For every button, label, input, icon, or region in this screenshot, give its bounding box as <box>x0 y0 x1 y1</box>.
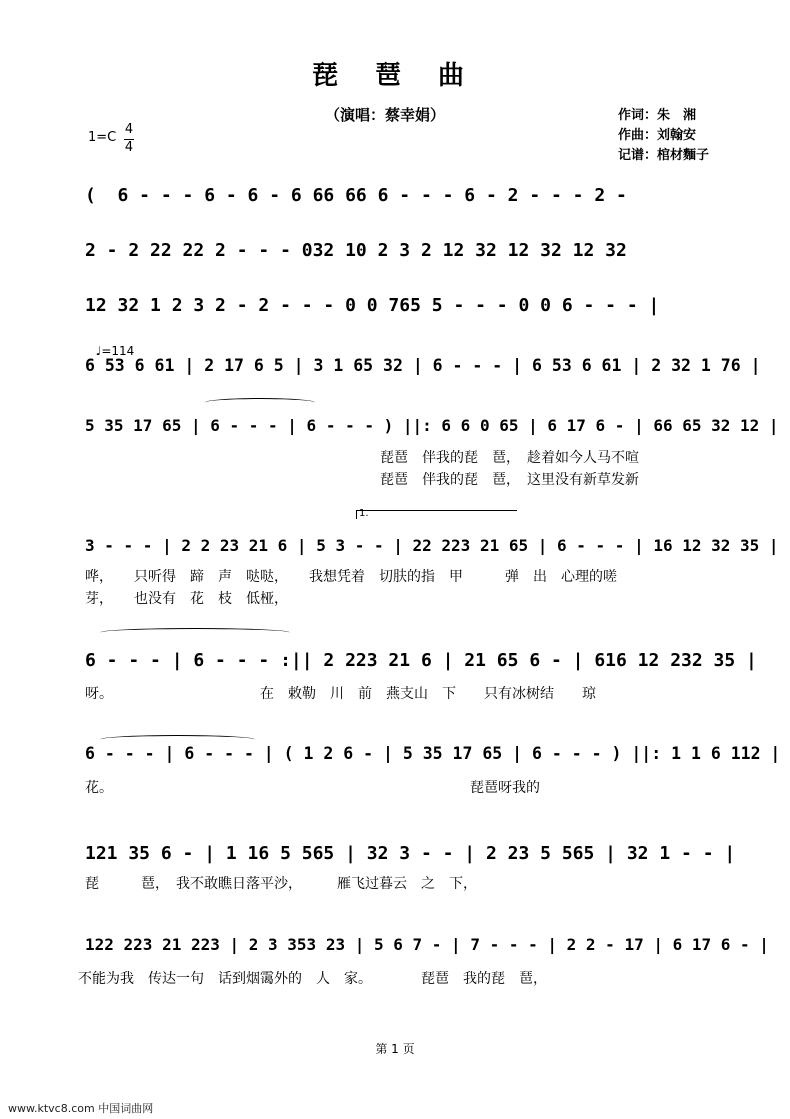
volta-label: 1. <box>359 508 369 519</box>
composer-credit: 作曲：刘翰安 <box>618 128 697 143</box>
tie-slur <box>100 735 255 744</box>
volta-bracket <box>356 510 517 519</box>
quarter-note-icon: ♩ <box>95 344 102 358</box>
tie-slur <box>205 398 315 407</box>
tempo-mark <box>88 330 134 358</box>
tie-slur <box>100 628 290 637</box>
notation-line-4: 6 53 6 61 | 2 17 6 5 | 3 1 65 32 | 6 - - - | 6 53 6 61 | 2 32 1 76 | <box>85 356 761 375</box>
notation-line-9: 121 35 6 - | 1 16 5 565 | 32 3 - - | 2 23 5 565 | 32 1 - - | <box>85 843 736 864</box>
time-signature-bottom: 4 <box>124 140 134 155</box>
performer-credit: （演唱：蔡幸娟） <box>325 106 446 124</box>
lyric-line-2: 琵琶 伴我的琵 琶， 这里没有新草发新 <box>380 472 639 488</box>
lyric-line-1: 琵琶 伴我的琵 琶， 趁着如今人马不喧 <box>380 450 639 466</box>
notation-line-8: 6 - - - | 6 - - - | ( 1 2 6 - | 5 35 17 65 | 6 - - - ) ||: 1 1 6 112 | <box>85 744 781 763</box>
lyric-line-7: 琵 琶， 我不敢瞧日落平沙， 雁飞过暮云 之 下， <box>85 876 477 892</box>
lyric-line-8: 不能为我 传达一句 话到烟霭外的 人 家。 琵琶 我的琵 琶， <box>78 971 547 987</box>
lyric-line-5: 呀。 在 敕勒 川 前 燕支山 下 只有冰树结 琼 <box>85 686 596 702</box>
transcriber-credit: 记谱：棺材麵子 <box>618 148 710 163</box>
tempo-value: =114 <box>101 344 135 358</box>
lyric-line-4: 芽， 也没有 花 枝 低桠， <box>85 591 288 607</box>
page-footer: 第 1 页 <box>375 1042 415 1056</box>
lyric-line-3: 哗， 只听得 蹄 声 哒哒， 我想凭着 切肤的指 甲 弹 出 心理的嗟 <box>85 569 617 585</box>
key-signature: 1=C <box>88 130 117 145</box>
notation-line-10: 122 223 21 223 | 2 3 353 23 | 5 6 7 - | 7 - - - | 2 2 - 17 | 6 17 6 - | <box>85 935 769 954</box>
notation-line-7: 6 - - - | 6 - - - :|| 2 223 21 6 | 21 65 6 - | 616 12 232 35 | <box>85 650 757 671</box>
lyricist-credit: 作词：朱 湘 <box>618 108 697 123</box>
lyric-line-6: 花。 琵琶呀我的 <box>85 780 540 796</box>
notation-line-6: 3 - - - | 2 2 23 21 6 | 5 3 - - | 22 223 21 65 | 6 - - - | 16 12 32 35 | <box>85 536 779 555</box>
time-signature-top: 4 <box>124 122 134 137</box>
notation-line-2: 2 - 2 22 22 2 - - - 032 10 2 3 2 12 32 12 32 12 32 <box>85 240 627 261</box>
song-title: 琵 琶 曲 <box>311 61 479 91</box>
site-watermark: www.ktvc8.com 中国词曲网 <box>8 1102 154 1115</box>
notation-line-1: ( 6 - - - 6 - 6 - 6 66 66 6 - - - 6 - 2 - - - 2 - <box>85 185 627 206</box>
notation-line-5: 5 35 17 65 | 6 - - - | 6 - - - ) ||: 6 6 0 65 | 6 17 6 - | 66 65 32 12 | <box>85 416 779 435</box>
notation-line-3: 12 32 1 2 3 2 - 2 - - - 0 0 765 5 - - - 0 0 6 - - - | <box>85 295 660 316</box>
